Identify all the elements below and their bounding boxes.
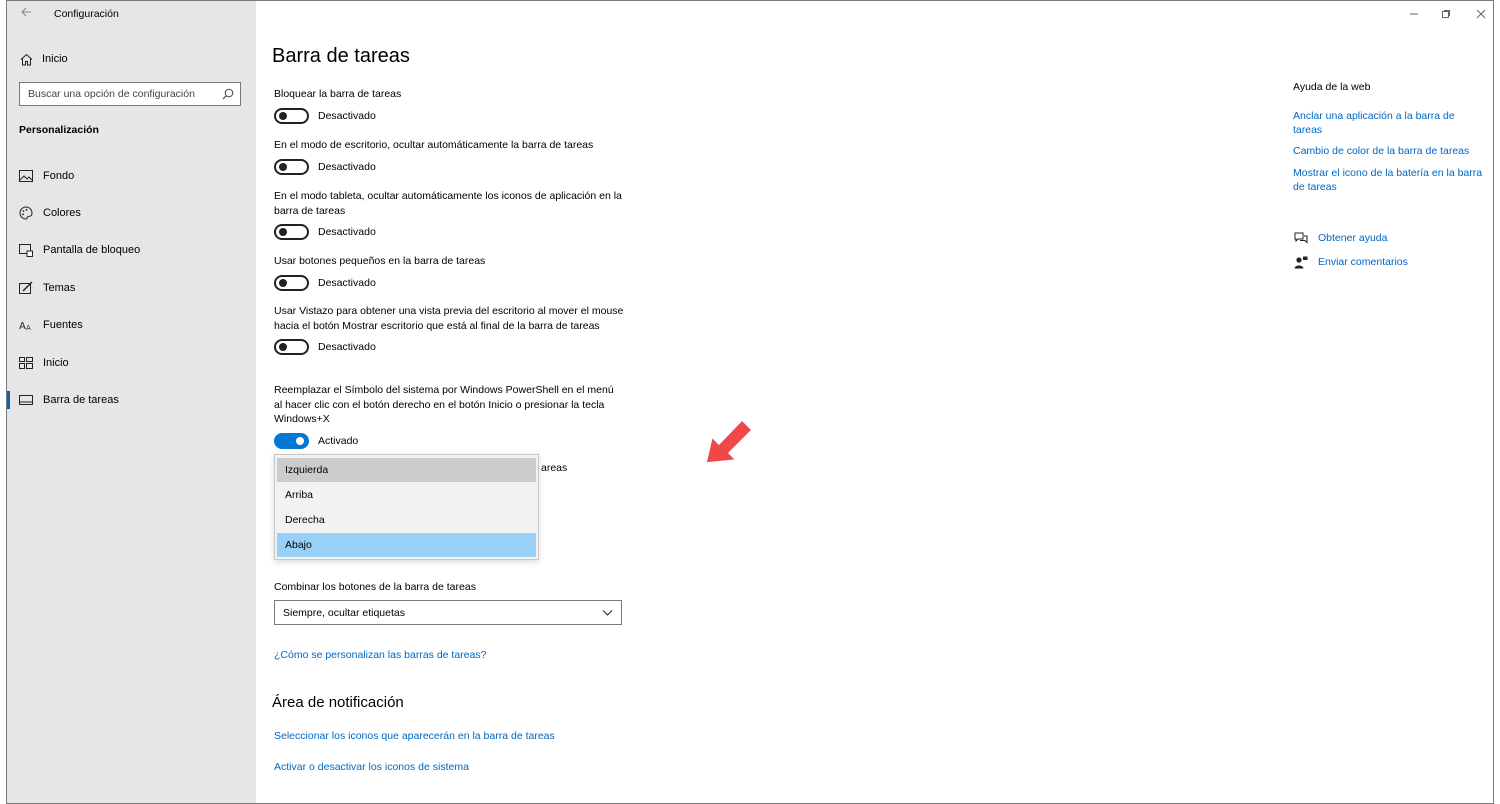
setting-powershell bbox=[274, 383, 624, 449]
help-link-color[interactable]: Cambio de color de la barra de tareas bbox=[1293, 145, 1470, 157]
small-buttons-toggle[interactable] bbox=[274, 275, 309, 291]
location-option-right[interactable]: Derecha bbox=[285, 514, 325, 526]
font-icon bbox=[19, 318, 33, 332]
toggle-state: Desactivado bbox=[318, 109, 376, 122]
sidebar-item-label: Colores bbox=[43, 207, 81, 220]
sidebar-nav bbox=[7, 157, 256, 419]
setting-label: Usar Vistazo para obtener una vista previa del escritorio al mover el mouse hacia el botón Mostrar escritorio que está al final de la barra de tareas bbox=[274, 305, 624, 332]
sidebar-item-barra-de-tareas[interactable] bbox=[7, 381, 256, 418]
customize-taskbars-link[interactable]: ¿Cómo se personalizan las barras de tareas? bbox=[274, 649, 487, 661]
svg-text:A: A bbox=[19, 321, 26, 332]
sidebar-item-fondo[interactable] bbox=[7, 157, 256, 194]
picture-icon bbox=[19, 169, 33, 183]
setting-small-buttons bbox=[274, 254, 624, 291]
lock-screen-icon bbox=[19, 243, 33, 257]
search-icon[interactable] bbox=[222, 88, 234, 100]
sidebar-item-label: Inicio bbox=[43, 356, 69, 369]
setting-label: En el modo de escritorio, ocultar automáticamente la barra de tareas bbox=[274, 139, 594, 151]
location-option-top[interactable]: Arriba bbox=[285, 489, 314, 501]
feedback-icon bbox=[1293, 255, 1309, 269]
home-icon bbox=[19, 52, 33, 66]
sidebar-item-label: Pantalla de bloqueo bbox=[43, 244, 141, 257]
send-feedback-action[interactable] bbox=[1293, 255, 1408, 269]
setting-lock-taskbar bbox=[274, 87, 624, 124]
sidebar bbox=[7, 1, 256, 803]
restore-icon[interactable] bbox=[1439, 7, 1453, 21]
section-title: Personalización bbox=[19, 124, 99, 136]
brush-icon bbox=[19, 281, 33, 295]
back-arrow-icon[interactable] bbox=[20, 6, 34, 20]
palette-icon bbox=[19, 206, 33, 220]
minimize-icon[interactable] bbox=[1407, 7, 1421, 21]
sidebar-item-colores[interactable] bbox=[7, 194, 256, 231]
location-option-left[interactable]: Izquierda bbox=[277, 458, 536, 482]
setting-label: Bloquear la barra de tareas bbox=[274, 88, 402, 100]
toggle-state: Activado bbox=[318, 434, 359, 447]
combine-buttons-select[interactable] bbox=[274, 600, 622, 625]
lock-taskbar-toggle[interactable] bbox=[274, 108, 309, 124]
get-help-action[interactable] bbox=[1293, 231, 1387, 245]
page-title: Barra de tareas bbox=[272, 45, 410, 67]
chevron-down-icon bbox=[602, 607, 613, 618]
peek-toggle[interactable] bbox=[274, 339, 309, 355]
autohide-desktop-toggle[interactable] bbox=[274, 159, 309, 175]
send-feedback-label: Enviar comentarios bbox=[1318, 256, 1408, 268]
toggle-state: Desactivado bbox=[318, 226, 376, 238]
sidebar-item-label: Temas bbox=[43, 281, 76, 294]
toggle-state: Desactivado bbox=[318, 341, 376, 353]
notification-area-title: Área de notificación bbox=[272, 694, 404, 711]
annotation-arrow-icon bbox=[702, 415, 760, 467]
autohide-tablet-toggle[interactable] bbox=[274, 224, 309, 240]
help-link-pin-app[interactable]: Anclar una aplicación a la barra de tareas bbox=[1293, 110, 1455, 136]
system-icons-link[interactable]: Activar o desactivar los iconos de sistema bbox=[274, 761, 469, 773]
select-taskbar-icons-link[interactable]: Seleccionar los iconos que aparecerán en la barra de tareas bbox=[274, 730, 555, 742]
search-input[interactable] bbox=[28, 88, 218, 100]
settings-window bbox=[6, 0, 1494, 804]
main-content bbox=[256, 1, 1256, 803]
close-icon[interactable] bbox=[1474, 7, 1488, 21]
taskbar-icon bbox=[19, 393, 33, 407]
get-help-label: Obtener ayuda bbox=[1318, 232, 1388, 244]
chat-help-icon bbox=[1293, 231, 1309, 245]
sidebar-item-label: Barra de tareas bbox=[43, 394, 119, 407]
sidebar-item-inicio[interactable] bbox=[7, 344, 256, 381]
help-link-battery[interactable]: Mostrar el icono de la batería en la barra de tareas bbox=[1293, 167, 1483, 193]
web-help-title: Ayuda de la web bbox=[1293, 81, 1371, 93]
sidebar-item-label: Fondo bbox=[43, 169, 75, 182]
svg-text:A: A bbox=[26, 324, 31, 332]
sidebar-item-label: Fuentes bbox=[43, 319, 83, 332]
setting-label: Reemplazar el Símbolo del sistema por Windows PowerShell en el menú al hacer clic con el botón derecho en el botón Inicio o presionar la tecla Windows+X bbox=[274, 384, 614, 425]
sidebar-item-fuentes[interactable] bbox=[7, 307, 256, 344]
toggle-state: Desactivado bbox=[318, 276, 376, 289]
app-title: Configuración bbox=[54, 8, 119, 20]
sidebar-home-label: Inicio bbox=[42, 53, 68, 65]
sidebar-item-home[interactable] bbox=[19, 49, 249, 69]
setting-label: En el modo tableta, ocultar automáticamente los iconos de aplicación en la barra de tareas bbox=[274, 190, 622, 217]
search-box[interactable] bbox=[19, 82, 241, 106]
setting-autohide-desktop bbox=[274, 138, 624, 175]
combine-buttons-value: Siempre, ocultar etiquetas bbox=[283, 606, 405, 619]
setting-autohide-tablet bbox=[274, 189, 624, 240]
taskbar-location-dropdown bbox=[274, 454, 539, 560]
sidebar-item-pantalla-de-bloqueo[interactable] bbox=[7, 232, 256, 269]
location-option-bottom[interactable]: Abajo bbox=[277, 533, 536, 557]
start-icon bbox=[19, 356, 33, 370]
sidebar-item-temas[interactable] bbox=[7, 269, 256, 306]
setting-peek bbox=[274, 304, 624, 355]
setting-label: Usar botones pequeños en la barra de tareas bbox=[274, 255, 486, 267]
combine-buttons-label: Combinar los botones de la barra de tareas bbox=[274, 581, 476, 593]
powershell-toggle[interactable] bbox=[274, 433, 309, 449]
location-label-partial: areas bbox=[541, 462, 568, 474]
toggle-state: Desactivado bbox=[318, 160, 376, 173]
